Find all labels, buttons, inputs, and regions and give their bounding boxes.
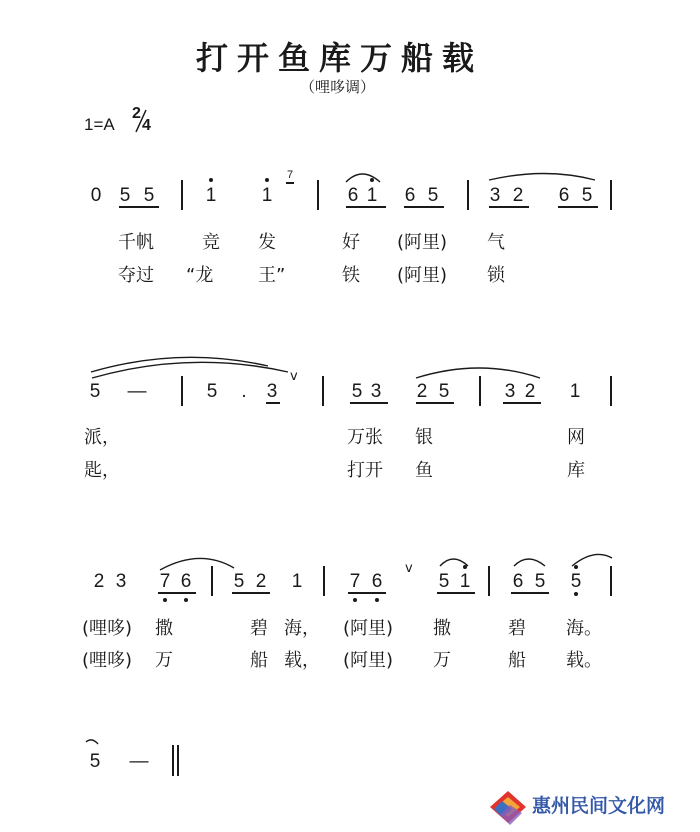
- slur: [514, 559, 545, 566]
- note: 0: [90, 185, 102, 206]
- dash: —: [129, 751, 149, 772]
- note: 5: [89, 751, 101, 772]
- note: 5: [438, 381, 450, 402]
- lyric: 王”: [258, 265, 286, 286]
- lyric: 派，: [84, 427, 120, 448]
- note: 5: [581, 185, 593, 206]
- lyric: 千帆: [118, 232, 154, 253]
- note: 5: [89, 381, 101, 402]
- lyric: 竞: [202, 232, 220, 253]
- note: 5: [427, 185, 439, 206]
- note: 5: [351, 381, 363, 402]
- slur: [572, 554, 612, 566]
- note: 3: [115, 571, 127, 592]
- lyric: (阿里): [343, 650, 394, 671]
- lyric: 万: [155, 650, 173, 671]
- note: 5: [438, 571, 450, 592]
- note: 3: [266, 381, 278, 402]
- lyric: 撒: [155, 618, 173, 639]
- lyric: 铁: [342, 265, 360, 286]
- song-subtitle: （哩哆调）: [300, 78, 376, 96]
- lyric: 发: [258, 232, 276, 253]
- slur: [416, 368, 540, 378]
- lyric: 网: [567, 427, 585, 448]
- slur: [440, 559, 468, 566]
- breath-mark: v: [405, 561, 413, 576]
- note: 1: [291, 571, 303, 592]
- lyric: 船: [508, 650, 526, 671]
- song-title: 打开鱼库万船载: [196, 39, 484, 77]
- breath-mark: v: [290, 369, 298, 384]
- lyric: 银: [415, 427, 433, 448]
- lyric: 库: [567, 460, 585, 481]
- note: 7: [349, 571, 361, 592]
- slur: [489, 174, 595, 181]
- time-signature-denominator: 4: [142, 117, 151, 134]
- note: 7: [159, 571, 171, 592]
- note: 3: [504, 381, 516, 402]
- lyric: 打开: [347, 460, 383, 481]
- lyric: 海。: [566, 618, 602, 639]
- watermark-text: 惠州民间文化网: [532, 795, 666, 817]
- dash: —: [127, 381, 147, 402]
- note: 6: [371, 571, 383, 592]
- lyric: 万: [433, 650, 451, 671]
- note: 1: [366, 185, 378, 206]
- note: 3: [370, 381, 382, 402]
- lyric: 万张: [347, 427, 383, 448]
- lyric: (阿里): [397, 265, 448, 286]
- note: 2: [93, 571, 105, 592]
- slur: [160, 558, 234, 570]
- note: 5: [206, 381, 218, 402]
- lyric: 船: [250, 650, 268, 671]
- tie-in: [86, 740, 98, 744]
- lyric: 碧: [508, 618, 526, 639]
- key-signature: 1=A: [84, 115, 115, 134]
- lyric: (哩哆): [82, 618, 133, 639]
- note: 6: [180, 571, 192, 592]
- site-logo: [488, 787, 698, 829]
- note: 6: [347, 185, 359, 206]
- dot-duration: .: [241, 381, 247, 402]
- lyric: 夺过: [118, 265, 154, 286]
- logo-icon: [488, 787, 530, 827]
- lyric: 匙，: [84, 460, 120, 481]
- note: 2: [416, 381, 428, 402]
- note: 1: [261, 185, 273, 206]
- slur: [346, 174, 380, 182]
- note: 2: [524, 381, 536, 402]
- note: 5: [570, 571, 582, 592]
- note: 2: [255, 571, 267, 592]
- time-signature-numerator: 2: [132, 105, 141, 122]
- lyric: (阿里): [397, 232, 448, 253]
- note: 2: [512, 185, 524, 206]
- note: 5: [119, 185, 131, 206]
- note: 1: [205, 185, 217, 206]
- note: 6: [512, 571, 524, 592]
- lyric: “龙: [186, 265, 214, 286]
- lyric: (阿里): [343, 618, 394, 639]
- note: 6: [558, 185, 570, 206]
- lyric: (哩哆): [82, 650, 133, 671]
- lyric: 气: [487, 232, 505, 253]
- note: 6: [404, 185, 416, 206]
- note: 5: [233, 571, 245, 592]
- lyric: 锁: [487, 265, 505, 286]
- note: 3: [489, 185, 501, 206]
- lyric: 鱼: [415, 460, 433, 481]
- lyric: 载，: [284, 650, 320, 671]
- lyric: 碧: [250, 618, 268, 639]
- note: 1: [459, 571, 471, 592]
- note: 1: [569, 381, 581, 402]
- lyric: 好: [342, 232, 360, 253]
- lyric: 海，: [284, 618, 320, 639]
- note: 5: [534, 571, 546, 592]
- grace-note: 7: [287, 169, 294, 181]
- lyric: 撒: [433, 618, 451, 639]
- note: 5: [143, 185, 155, 206]
- lyric: 载。: [566, 650, 602, 671]
